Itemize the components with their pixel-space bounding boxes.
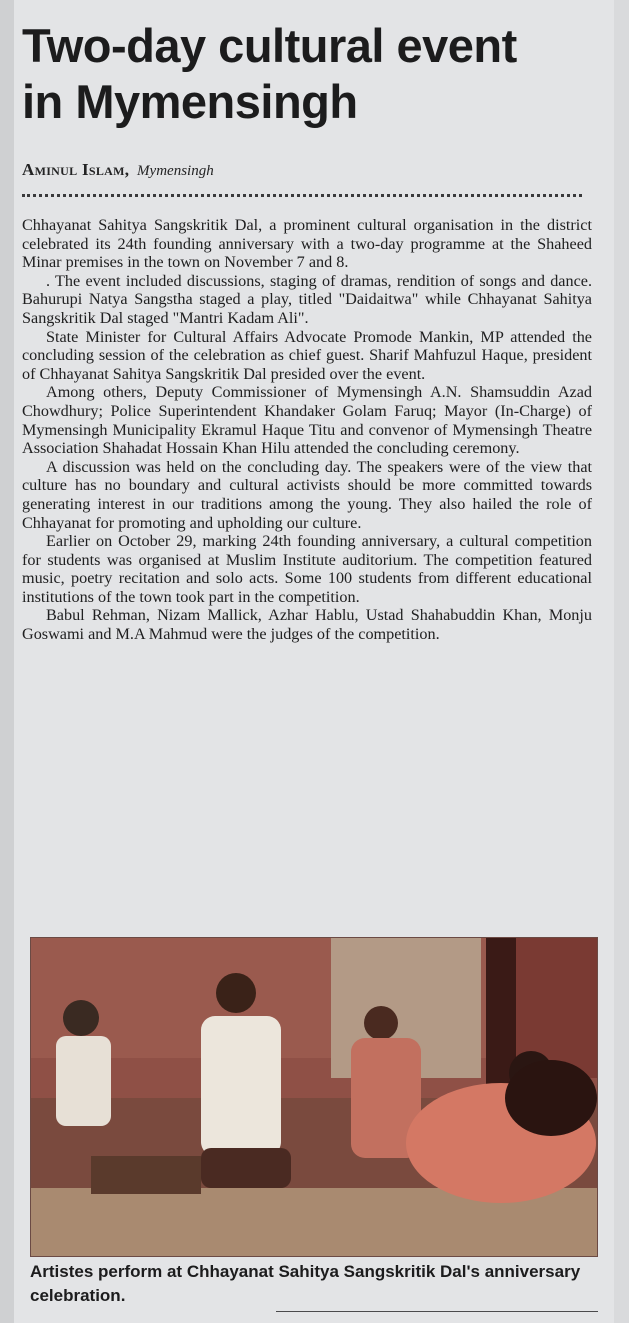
byline-place: Mymensingh	[137, 163, 214, 179]
paragraph-3: State Minister for Cultural Affairs Advocate Promode Mankin, MP attended the concluding session of the celebration as chief guest. Sharif Mahfuzul Haque, president of Chhayanat Sahitya Sangskritik Dal presided over the event.	[22, 327, 592, 383]
caption-underline	[276, 1311, 598, 1312]
article-body	[22, 216, 592, 644]
event-photo	[30, 937, 598, 1257]
paragraph-1: Chhayanat Sahitya Sangskritik Dal, a prominent cultural organisation in the district celebrated its 24th founding anniversary with a two-day programme at the Shaheed Minar premises in the town on November 7 and 8.	[22, 216, 592, 272]
paragraph-7: Babul Rehman, Nizam Mallick, Azhar Hablu, Ustad Shahabuddin Khan, Monju Goswami and M.A Mahmud were the judges of the competition.	[22, 606, 592, 644]
paragraph-4: Among others, Deputy Commissioner of Mymensingh A.N. Shamsuddin Azad Chowdhury; Police Superintendent Khandaker Golam Faruq; Mayor (In-Charge) of Mymensingh Municipality Ekramul Haque Titu and convenor of Mymensingh Theatre Association Shahadat Hossain Khan Hilu attended the concluding ceremony.	[22, 383, 592, 458]
paragraph-6: Earlier on October 29, marking 24th founding anniversary, a cultural competition for students was organised at Muslim Institute auditorium. The competition featured music, poetry recitation and solo acts. Some 100 students from different educational institutions of the town took part in the competition.	[22, 532, 592, 606]
clipping-edge	[0, 0, 14, 1323]
photo-caption: Artistes perform at Chhayanat Sahitya Sangskritik Dal's anniversary celebration.	[30, 1262, 581, 1305]
dotted-divider	[22, 194, 582, 197]
headline-line-2: in Mymensingh	[22, 75, 358, 128]
paragraph-5: A discussion was held on the concluding day. The speakers were of the view that culture has no boundary and cultural activists should be more committed towards generating interest in our traditions among the young. They also hailed the role of Chhayanat for promoting and upholding our culture.	[22, 457, 592, 532]
headline-line-1: Two-day cultural event	[22, 19, 517, 72]
paragraph-2: . The event included discussions, staging of dramas, rendition of songs and dance. Bahurupi Natya Sangstha staged a play, titled "Daidaitwa" while Chhayanat Sahitya Sangskritik Dal staged "Mantri Kadam Ali".	[22, 271, 592, 327]
headline	[22, 18, 612, 130]
byline	[22, 160, 214, 180]
photo-illustration	[31, 938, 597, 1256]
byline-author: Aminul Islam,	[22, 160, 130, 179]
